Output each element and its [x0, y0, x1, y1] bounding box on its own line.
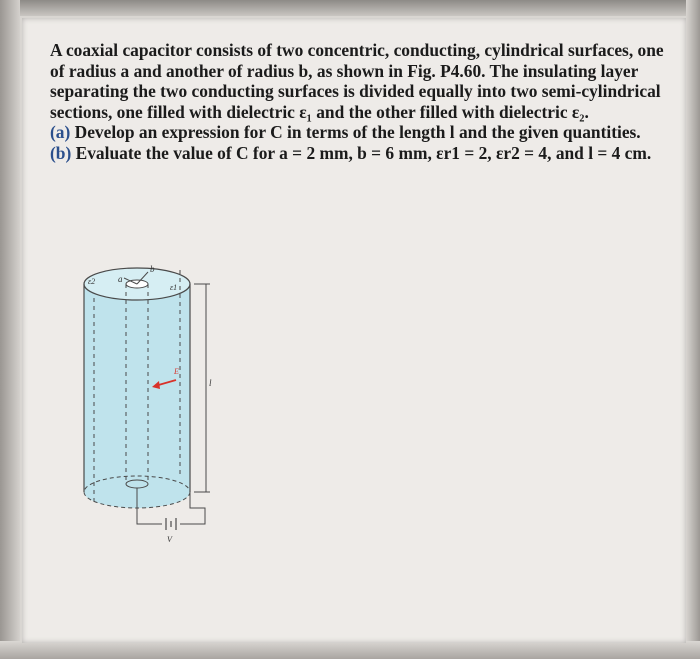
part-b — [50, 143, 670, 164]
photo-bezel-right — [686, 0, 700, 659]
problem-statement — [50, 40, 670, 164]
label-a: a — [118, 274, 123, 284]
part-a-text: Develop an expression for C in terms of the length l and the given quantities. — [74, 122, 641, 143]
label-E: E — [174, 367, 179, 376]
label-eps1: ε1 — [170, 283, 178, 292]
part-a — [50, 122, 670, 143]
label-b: b — [150, 264, 155, 274]
photo-bezel-top — [0, 0, 700, 16]
part-a-label: (a) — [50, 122, 71, 143]
label-V: V — [167, 535, 172, 544]
photo-bezel-left — [0, 0, 20, 659]
photo-bezel-bottom — [0, 641, 700, 659]
label-eps2: ε2 — [88, 277, 96, 286]
coaxial-capacitor-figure — [70, 262, 240, 562]
part-b-text: Evaluate the value of C for a = 2 mm, b = 6 mm, εr1 = 2, εr2 = 4, and l = 4 cm. — [75, 142, 652, 163]
problem-intro: A coaxial capacitor consists of two concentric, conducting, cylindrical surfaces, one of radius a and another of radius b, as shown in Fig. P4.60. The insulating layer separating the two conducting surfaces is divided equally into two semi-cylindrical sections, one filled with dielectric ε₁ and the other filled with dielectric ε₂. — [50, 40, 664, 122]
part-b-label: (b) — [50, 142, 72, 163]
dielectric-fill — [84, 284, 190, 492]
label-l: l — [209, 378, 212, 388]
